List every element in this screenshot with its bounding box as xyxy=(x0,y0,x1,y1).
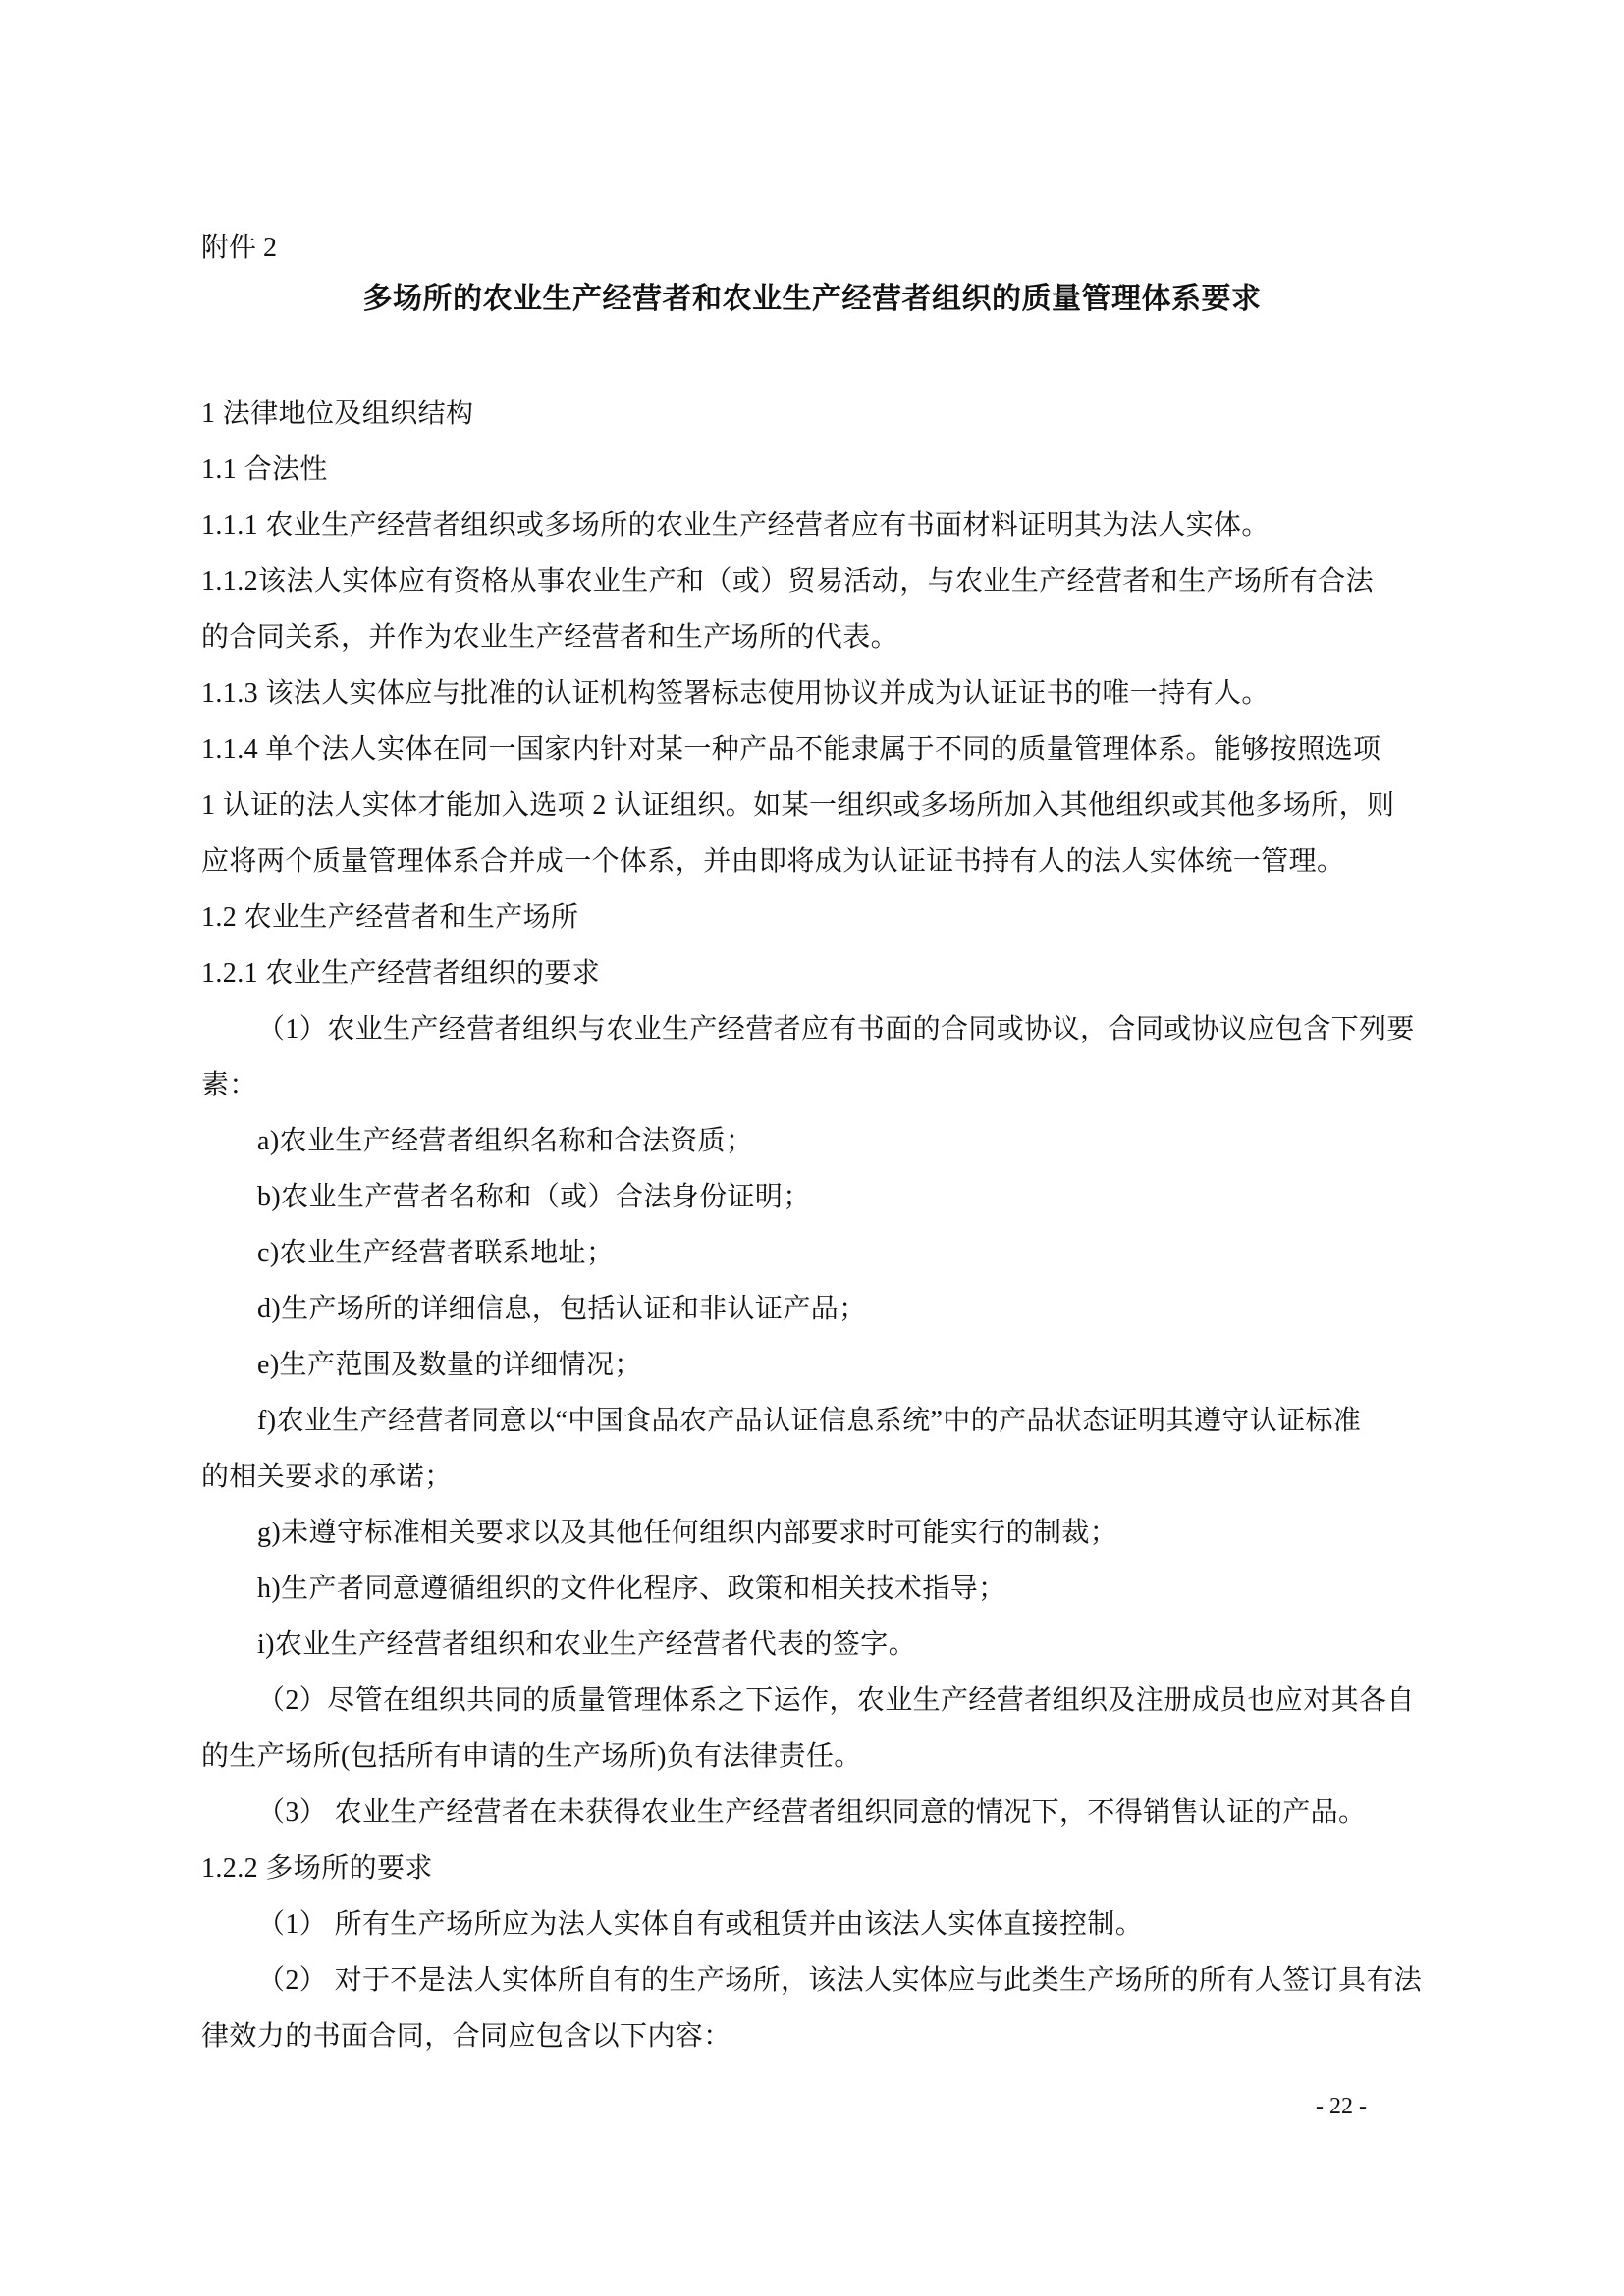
text-line: 的生产场所(包括所有申请的生产场所)负有法律责任。 xyxy=(201,1741,862,1772)
attachment-label: 附件 2 xyxy=(201,233,278,263)
text-line: h)生产者同意遵循组织的文件化程序、政策和相关技术指导； xyxy=(257,1574,1006,1604)
text-line: 1.1.4 单个法人实体在同一国家内针对某一种产品不能隶属于不同的质量管理体系。能够按照选项 xyxy=(201,734,1381,765)
document-body xyxy=(201,386,1429,2064)
text-line: （3） 农业生产经营者在未获得农业生产经营者组织同意的情况下，不得销售认证的产品。 xyxy=(257,1797,1367,1828)
text-line: 素： xyxy=(201,1070,257,1100)
text-line: 1.1.2该法人实体应有资格从事农业生产和（或）贸易活动，与农业生产经营者和生产场所有合法 xyxy=(201,566,1375,597)
text-line: 1.1.3 该法人实体应与批准的认证机构签署标志使用协议并成为认证证书的唯一持有人。 xyxy=(201,678,1270,709)
text-line: f)农业生产经营者同意以“中国食品农产品认证信息系统”中的产品状态证明其遵守认证标准 xyxy=(257,1406,1362,1436)
text-line: a)农业生产经营者组织名称和合法资质； xyxy=(257,1126,754,1156)
text-line: 的相关要求的承诺； xyxy=(201,1462,453,1492)
text-line: 1.2.2 多场所的要求 xyxy=(201,1853,433,1884)
text-line: g)未遵守标准相关要求以及其他任何组织内部要求时可能实行的制裁； xyxy=(257,1518,1118,1548)
text-line: 1 法律地位及组织结构 xyxy=(201,399,474,429)
text-line: （1） 所有生产场所应为法人实体自有或租赁并由该法人实体直接控制。 xyxy=(257,1909,1144,1940)
text-line: 1.1.1 农业生产经营者组织或多场所的农业生产经营者应有书面材料证明其为法人实体。 xyxy=(201,510,1270,541)
text-line: 1.2.1 农业生产经营者组织的要求 xyxy=(201,958,601,988)
text-line: 1.2 农业生产经营者和生产场所 xyxy=(201,902,579,933)
text-line: 1 认证的法人实体才能加入选项 2 认证组织。如某一组织或多场所加入其他组织或其他多场所，则 xyxy=(201,790,1395,821)
text-line: c)农业生产经营者联系地址； xyxy=(257,1238,615,1268)
text-line: （1）农业生产经营者组织与农业生产经营者应有书面的合同或协议，合同或协议应包含下列要 xyxy=(257,1014,1415,1044)
text-line: d)生产场所的详细信息，包括认证和非认证产品； xyxy=(257,1294,867,1324)
text-line: （2） 对于不是法人实体所自有的生产场所，该法人实体应与此类生产场所的所有人签订具有法 xyxy=(257,1965,1423,1996)
document-title: 多场所的农业生产经营者和农业生产经营者组织的质量管理体系要求 xyxy=(362,283,1262,315)
text-line: 应将两个质量管理体系合并成一个体系，并由即将成为认证证书持有人的法人实体统一管理。 xyxy=(201,846,1345,877)
text-line: 的合同关系，并作为农业生产经营者和生产场所的代表。 xyxy=(201,622,899,653)
text-line: （2）尽管在组织共同的质量管理体系之下运作，农业生产经营者组织及注册成员也应对其各自 xyxy=(257,1685,1415,1716)
text-line: 1.1 合法性 xyxy=(201,454,328,485)
page-number: - 22 - xyxy=(1316,2094,1367,2119)
text-line: b)农业生产营者名称和（或）合法身份证明； xyxy=(257,1182,811,1212)
text-line: 律效力的书面合同，合同应包含以下内容： xyxy=(201,2021,731,2052)
text-line: i)农业生产经营者组织和农业生产经营者代表的签字。 xyxy=(257,1629,917,1660)
text-line: e)生产范围及数量的详细情况； xyxy=(257,1350,642,1380)
